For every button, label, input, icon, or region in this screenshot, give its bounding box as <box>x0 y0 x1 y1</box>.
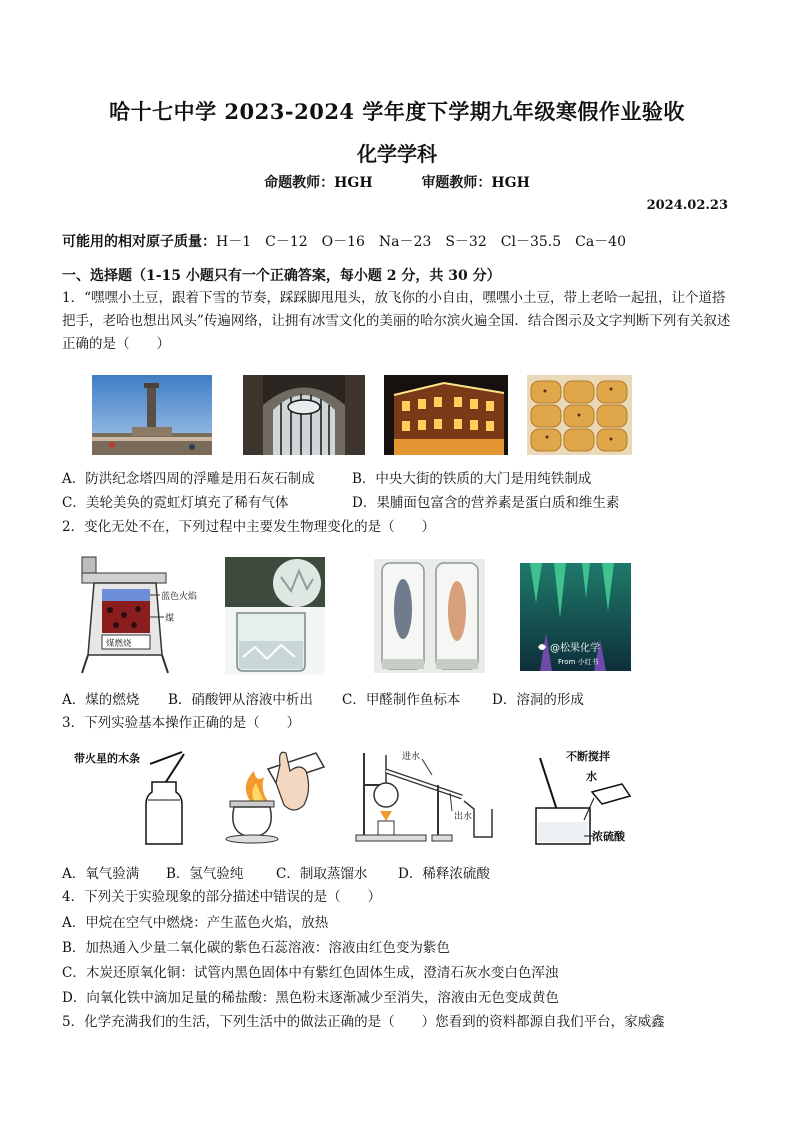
section-title: 一、选择题（1-15 小题只有一个正确答案，每小题 2 分，共 30 分） <box>62 268 501 284</box>
atomic-masses-values: H－1 C－12 O－16 Na－23 S－32 Cl－35.5 Ca－40 <box>216 234 626 250</box>
q1-option-c[interactable]: C．美轮美奂的霓虹灯填充了稀有气体 <box>62 495 289 511</box>
cave-photo <box>520 563 631 671</box>
fish-specimen-photo <box>374 559 485 673</box>
q2-option-a[interactable]: A．煤的燃烧 <box>62 692 140 708</box>
question-3-options <box>62 864 490 884</box>
question-1-stem: 1．“嘿嘿小土豆，跟着下雪的节奏，踩踩脚甩甩头，放飞你的小自由，嘿嘿小土豆，带上老哈一起扭，让个道搭把手，老哈也想出风头”传遍网络，让拥有冰雪文化的美丽的哈尔滨火遍全国．结合图示及文字判断下列有关叙述正确的是（ ） <box>62 290 731 352</box>
q3-option-d[interactable]: D．稀释浓硫酸 <box>398 866 490 882</box>
q4-option-a[interactable]: A．甲烷在空气中燃烧：产生蓝色火焰，放热 <box>62 915 329 931</box>
exam-title: 哈十七中学 2023-2024 学年度下学期九年级寒假作业验收 <box>109 99 685 124</box>
water-label: 水 <box>586 770 597 783</box>
exam-date: 2024.02.23 <box>646 198 728 213</box>
q2-option-d[interactable]: D．溶洞的形成 <box>492 692 584 708</box>
watermark-from: From 小红书 <box>558 658 599 666</box>
coal-stove-diagram <box>72 555 202 675</box>
oxygen-test-diagram <box>72 748 192 848</box>
acid-dilution-diagram <box>530 748 640 848</box>
acid-label: 浓硫酸 <box>592 830 625 843</box>
flame-label: 蓝色火焰 <box>161 592 198 602</box>
q2-option-b[interactable]: B．硝酸钾从溶液中析出 <box>168 692 313 708</box>
atomic-masses <box>62 231 626 251</box>
question-4-stem: 4．下列关于实验现象的部分描述中错误的是（ ） <box>62 889 382 905</box>
author-label: 命题教师：HGH <box>264 175 373 191</box>
q3-option-a[interactable]: A．氧气验满 <box>62 866 140 882</box>
iron-gate-photo <box>243 375 365 455</box>
q4-option-d[interactable]: D．向氧化铁中滴加足量的稀盐酸：黑色粉末逐渐减少至消失，溶液由无色变成黄色 <box>62 990 559 1006</box>
q2-option-c[interactable]: C．甲醛制作鱼标本 <box>342 692 461 708</box>
question-3-stem: 3．下列实验基本操作正确的是（ ） <box>62 715 301 731</box>
reviewer-label: 审题教师：HGH <box>421 175 530 191</box>
q3-option-b[interactable]: B．氢气验纯 <box>166 866 244 882</box>
q1-option-d[interactable]: D．果脯面包富含的营养素是蛋白质和维生素 <box>352 495 620 511</box>
q1-option-a[interactable]: A．防洪纪念塔四周的浮雕是用石灰石制成 <box>62 471 315 487</box>
stir-label: 不断搅拌 <box>566 750 610 763</box>
splint-label: 带火星的木条 <box>74 752 140 765</box>
monument-photo <box>92 375 212 455</box>
question-1-options-row-1 <box>62 469 591 489</box>
question-5-stem: 5．化学充满我们的生活，下列生活中的做法正确的是（ ）您看到的资料都源自我们平台，家威鑫 <box>62 1014 665 1030</box>
atomic-masses-label: 可能用的相对原子质量： <box>62 234 216 250</box>
hydrogen-test-diagram <box>220 745 330 845</box>
distillation-diagram <box>352 745 497 845</box>
q1-option-b[interactable]: B．中央大街的铁质的大门是用纯铁制成 <box>352 471 592 487</box>
neon-building-photo <box>384 375 508 455</box>
bread-photo <box>527 375 632 455</box>
subject-title: 化学学科 <box>357 142 437 166</box>
question-2-options <box>62 690 584 710</box>
burn-label: 煤燃烧 <box>106 639 132 649</box>
coal-label: 煤 <box>165 614 175 624</box>
q4-option-b[interactable]: B．加热通入少量二氧化碳的紫色石蕊溶液：溶液由红色变为紫色 <box>62 940 450 956</box>
teacher-line <box>0 172 794 192</box>
water-in-label: 进水 <box>402 752 421 762</box>
water-out-label: 出水 <box>454 812 473 822</box>
watermark-text: @松果化学 <box>550 643 600 654</box>
q3-option-c[interactable]: C．制取蒸馏水 <box>276 866 368 882</box>
q4-option-c[interactable]: C．木炭还原氧化铜：试管内黑色固体中有紫红色固体生成，澄清石灰水变白色浑浊 <box>62 965 559 981</box>
question-1-options-row-2 <box>62 493 619 513</box>
question-2-stem: 2．变化无处不在，下列过程中主要发生物理变化的是（ ） <box>62 519 436 535</box>
crystallization-photo <box>225 557 325 675</box>
